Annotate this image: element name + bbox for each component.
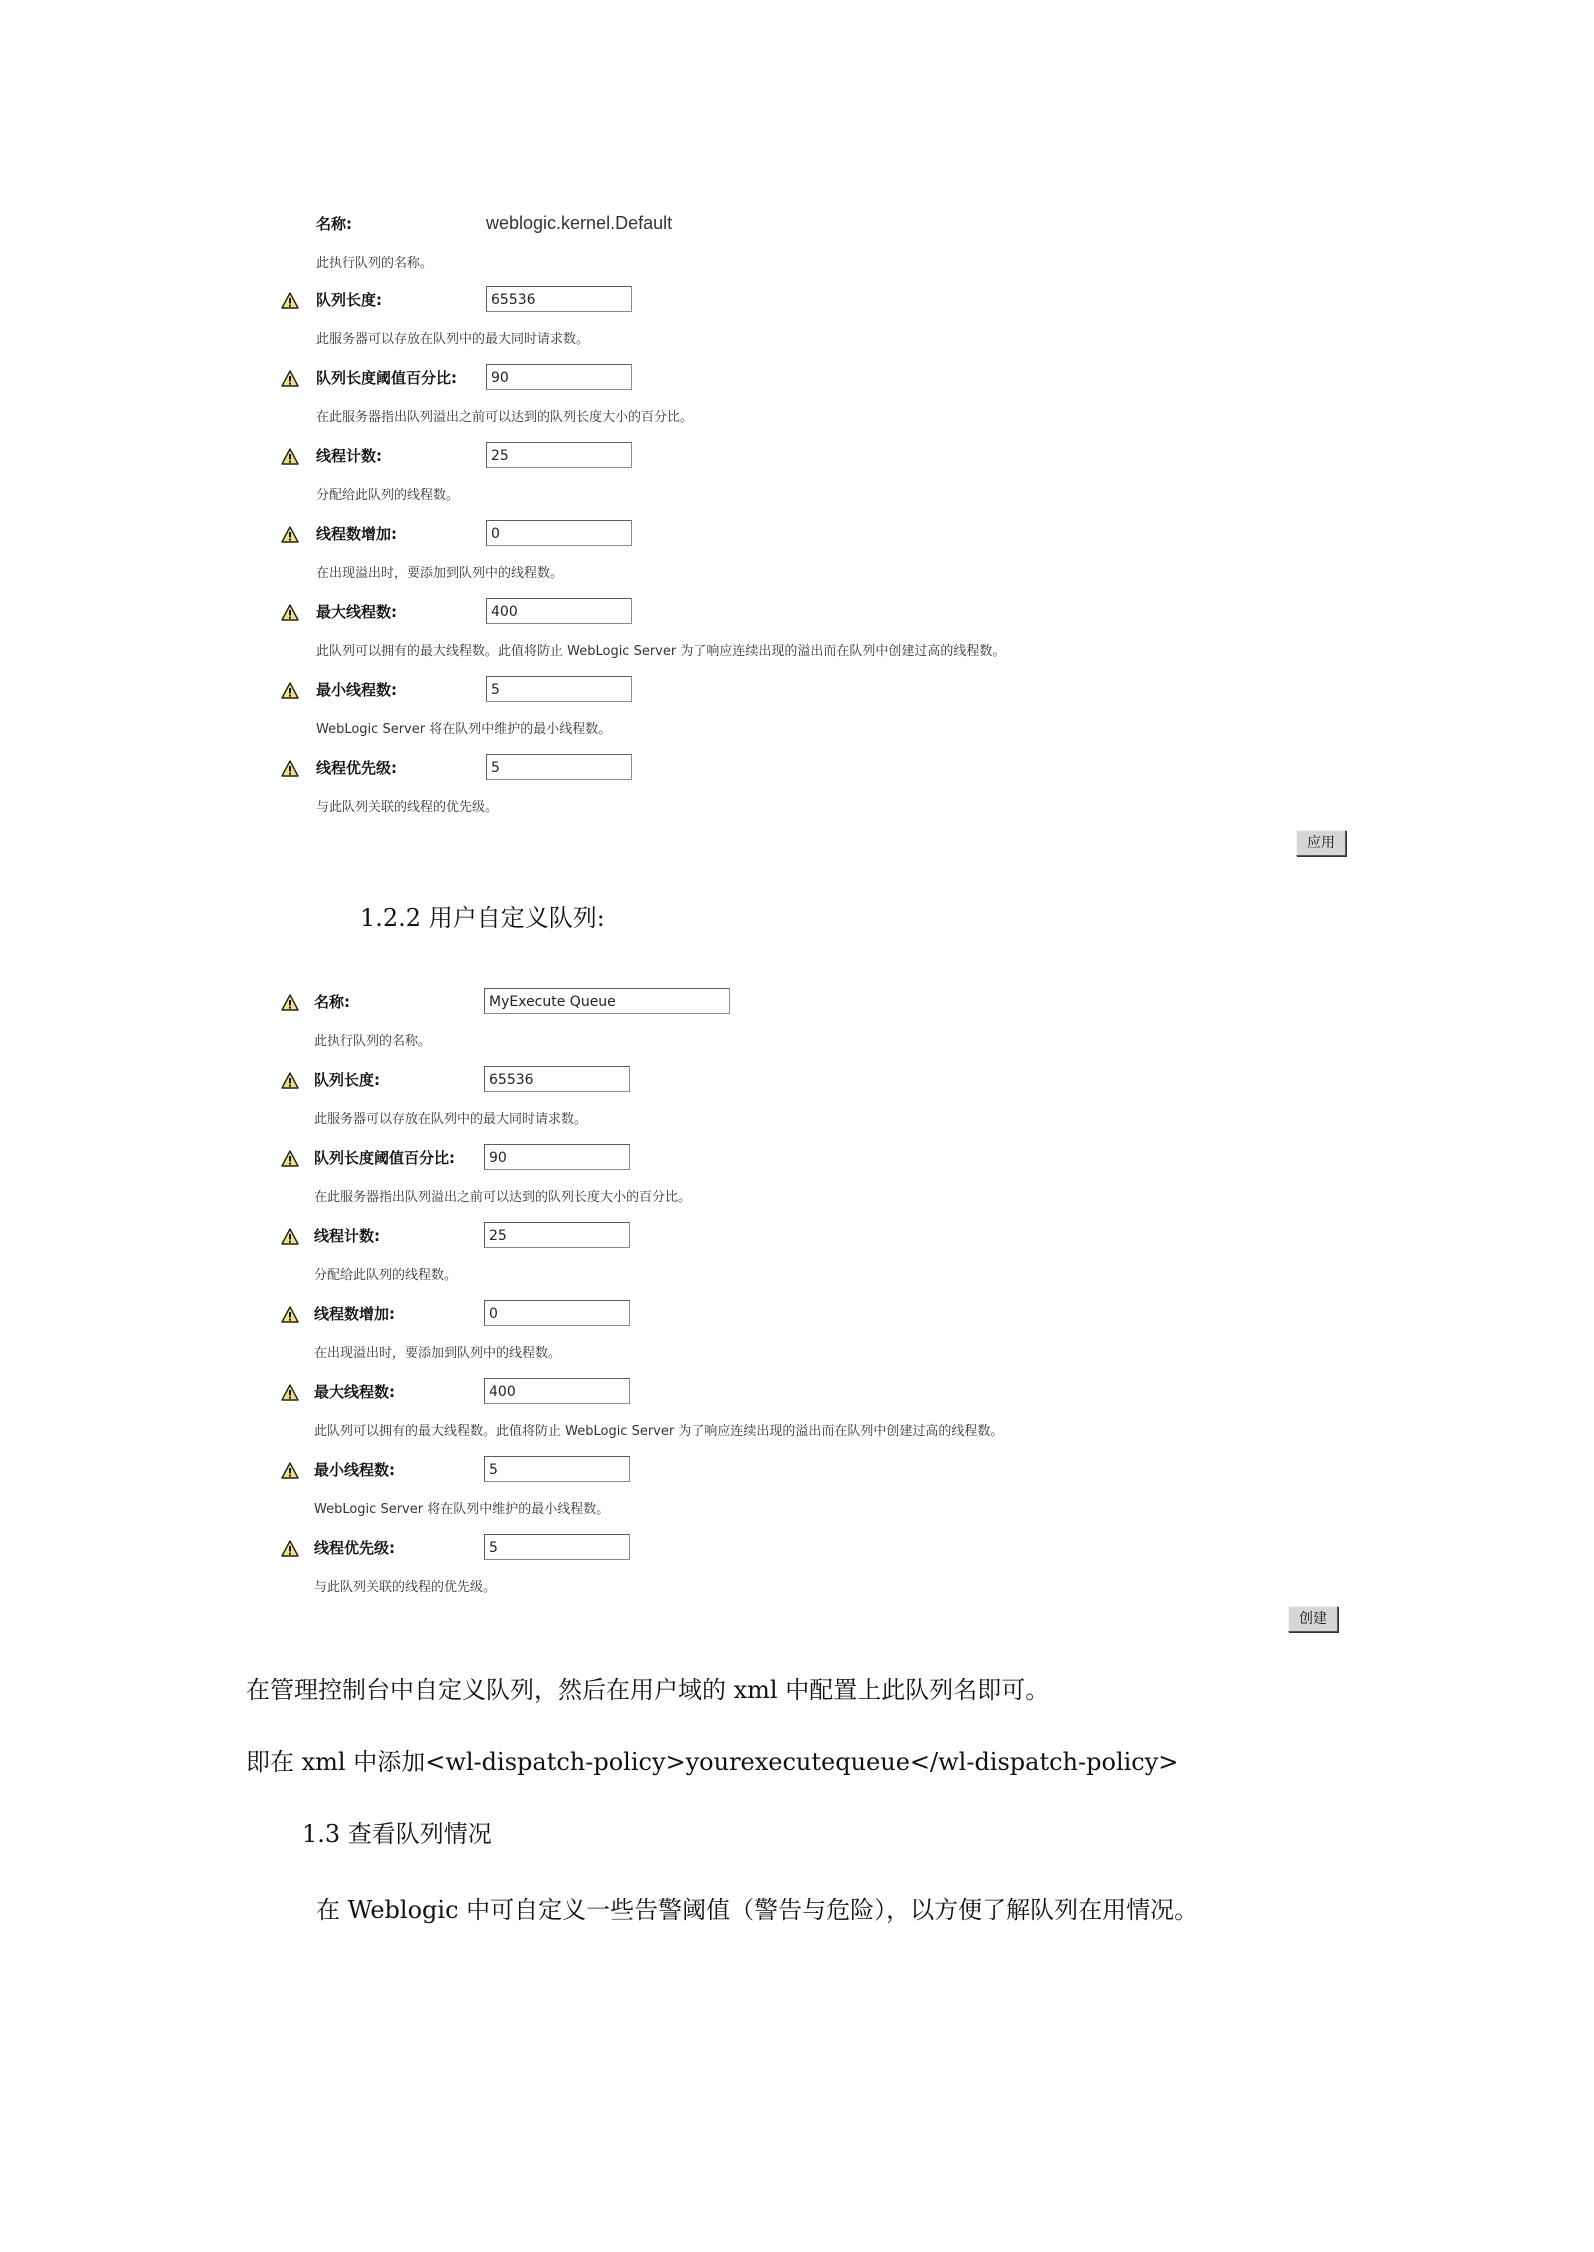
create-button[interactable]: 创建 (1288, 1606, 1338, 1632)
queue-field-desc: 分配给此队列的线程数。 (316, 488, 460, 503)
queue-field-desc: 在此服务器指出队列溢出之前可以达到的队列长度大小的百分比。 (314, 1190, 692, 1205)
queue-field-desc: 此服务器可以存放在队列中的最大同时请求数。 (316, 332, 590, 347)
queue-field-desc: 在出现溢出时，要添加到队列中的线程数。 (314, 1346, 562, 1361)
queue-field-desc: 与此队列关联的线程的优先级。 (316, 800, 499, 815)
queue-name-row (0, 208, 1594, 248)
section-heading-122: 1.2.2 用户自定义队列: (360, 904, 605, 932)
queue-field-row (0, 1532, 1594, 1572)
queue-field-label: 队列长度阈值百分比: (316, 369, 457, 387)
queue-field-row (0, 1454, 1594, 1494)
queue-field-input[interactable]: 90 (484, 1144, 630, 1170)
queue-field-input[interactable]: 5 (486, 676, 632, 702)
queue-field-row (0, 986, 1594, 1026)
queue-field-desc: WebLogic Server 将在队列中维护的最小线程数。 (314, 1502, 610, 1517)
warning-triangle-icon (281, 370, 299, 388)
body-paragraph-1: 在管理控制台中自定义队列，然后在用户域的 xml 中配置上此队列名即可。 (246, 1676, 1050, 1704)
queue-field-input[interactable]: 65536 (486, 286, 632, 312)
queue-field-label: 线程计数: (316, 447, 382, 465)
queue-field-label: 队列长度阈值百分比: (314, 1149, 455, 1167)
queue-name-value: weblogic.kernel.Default (486, 213, 673, 233)
queue-field-row (0, 674, 1594, 714)
warning-triangle-icon (281, 448, 299, 466)
queue-field-input[interactable]: MyExecute Queue (484, 988, 730, 1014)
warning-triangle-icon (281, 1072, 299, 1090)
queue-name-label: 名称: (316, 215, 352, 233)
section-heading-13: 1.3 查看队列情况 (302, 1820, 492, 1848)
warning-triangle-icon (281, 682, 299, 700)
queue-field-input[interactable]: 90 (486, 364, 632, 390)
queue-field-desc: 此执行队列的名称。 (314, 1034, 432, 1049)
warning-triangle-icon (281, 1540, 299, 1558)
queue-field-label: 队列长度: (316, 291, 382, 309)
queue-field-row (0, 752, 1594, 792)
queue-field-input[interactable]: 65536 (484, 1066, 630, 1092)
apply-button[interactable]: 应用 (1296, 830, 1346, 856)
warning-triangle-icon (281, 604, 299, 622)
queue-field-desc: 在出现溢出时，要添加到队列中的线程数。 (316, 566, 564, 581)
queue-field-label: 线程优先级: (314, 1539, 395, 1557)
queue-field-desc: 与此队列关联的线程的优先级。 (314, 1580, 497, 1595)
queue-field-row (0, 1298, 1594, 1338)
warning-triangle-icon (281, 994, 299, 1012)
warning-triangle-icon (281, 526, 299, 544)
queue-field-label: 线程计数: (314, 1227, 380, 1245)
queue-field-label: 队列长度: (314, 1071, 380, 1089)
queue-field-row (0, 1064, 1594, 1104)
queue-field-row (0, 362, 1594, 402)
queue-field-label: 线程优先级: (316, 759, 397, 777)
queue-field-input[interactable]: 0 (484, 1300, 630, 1326)
queue-field-row (0, 440, 1594, 480)
queue-field-input[interactable]: 5 (486, 754, 632, 780)
queue-field-desc: WebLogic Server 将在队列中维护的最小线程数。 (316, 722, 612, 737)
warning-triangle-icon (281, 1384, 299, 1402)
warning-triangle-icon (281, 760, 299, 778)
queue-field-input[interactable]: 5 (484, 1456, 630, 1482)
queue-name-desc: 此执行队列的名称。 (316, 256, 434, 271)
queue-field-input[interactable]: 25 (484, 1222, 630, 1248)
queue-field-input[interactable]: 5 (484, 1534, 630, 1560)
queue-field-label: 最大线程数: (316, 603, 397, 621)
queue-field-desc: 分配给此队列的线程数。 (314, 1268, 458, 1283)
queue-field-label: 最大线程数: (314, 1383, 395, 1401)
warning-triangle-icon (281, 292, 299, 310)
warning-triangle-icon (281, 1228, 299, 1246)
queue-field-row (0, 1220, 1594, 1260)
warning-triangle-icon (281, 1462, 299, 1480)
queue-field-row (0, 596, 1594, 636)
queue-field-row (0, 1142, 1594, 1182)
queue-field-input[interactable]: 0 (486, 520, 632, 546)
warning-triangle-icon (281, 1306, 299, 1324)
queue-field-label: 线程数增加: (314, 1305, 395, 1323)
queue-field-row (0, 1376, 1594, 1416)
queue-field-input[interactable]: 400 (486, 598, 632, 624)
queue-field-row (0, 518, 1594, 558)
queue-field-desc: 在此服务器指出队列溢出之前可以达到的队列长度大小的百分比。 (316, 410, 694, 425)
queue-field-label: 最小线程数: (314, 1461, 395, 1479)
queue-field-desc: 此队列可以拥有的最大线程数。此值将防止 WebLogic Server 为了响应连续出现的溢出而在队列中创建过高的线程数。 (316, 644, 1006, 659)
queue-field-input[interactable]: 25 (486, 442, 632, 468)
queue-field-label: 线程数增加: (316, 525, 397, 543)
body-paragraph-2: 即在 xml 中添加<wl-dispatch-policy>yourexecutequeue</wl-dispatch-policy> (246, 1748, 1179, 1776)
queue-field-desc: 此服务器可以存放在队列中的最大同时请求数。 (314, 1112, 588, 1127)
body-paragraph-3: 在 Weblogic 中可自定义一些告警阈值（警告与危险），以方便了解队列在用情况。 (316, 1896, 1199, 1924)
queue-field-desc: 此队列可以拥有的最大线程数。此值将防止 WebLogic Server 为了响应连续出现的溢出而在队列中创建过高的线程数。 (314, 1424, 1004, 1439)
queue-field-row (0, 284, 1594, 324)
warning-triangle-icon (281, 1150, 299, 1168)
queue-field-label: 名称: (314, 993, 350, 1011)
queue-field-label: 最小线程数: (316, 681, 397, 699)
queue-field-input[interactable]: 400 (484, 1378, 630, 1404)
